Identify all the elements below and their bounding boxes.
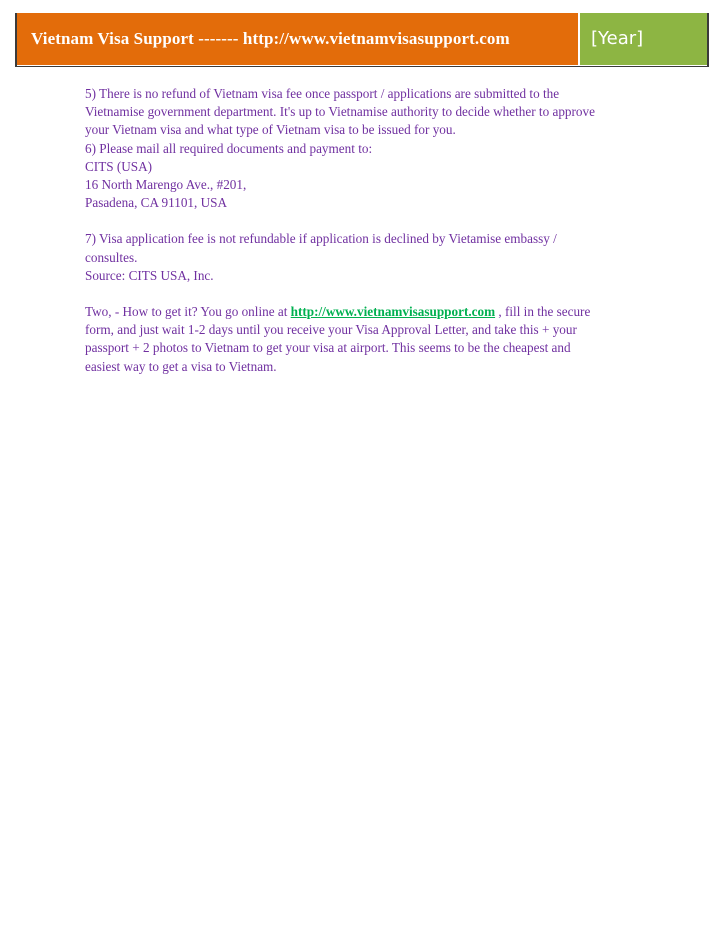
- how-to-suffix: , fill in the secure: [495, 304, 591, 320]
- how-to-prefix: Two, - How to get it? You go online at: [85, 304, 291, 320]
- section-6-intro: 6) Please mail all required documents and payment to:: [85, 140, 373, 156]
- how-to-line: form, and just wait 1-2 days until you receive your Visa Approval Letter, and take this + your: [85, 322, 577, 338]
- how-to-line: passport + 2 photos to Vietnam to get your visa at airport. This seems to be the cheapest and: [85, 340, 571, 356]
- section-7-source: Source: CITS USA, Inc.: [85, 267, 214, 283]
- section-7-line: 7) Visa application fee is not refundable if application is declined by Vietamise embassy /: [85, 231, 557, 247]
- section-5-line: 5) There is no refund of Vietnam visa fee once passport / applications are submitted to the: [85, 86, 560, 101]
- document-body: [85, 85, 655, 376]
- section-5-line: your Vietnam visa and what type of Vietnam visa to be issued for you.: [85, 122, 456, 138]
- vietnam-visa-support-link[interactable]: http://www.vietnamvisasupport.com: [290, 304, 496, 320]
- how-to-first-line: [85, 303, 655, 321]
- address-line: Pasadena, CA 91101, USA: [85, 195, 228, 211]
- address-line: 16 North Marengo Ave., #201,: [85, 177, 247, 193]
- header-title: Vietnam Visa Support ------- http://www.vietnamvisasupport.com: [17, 13, 578, 65]
- section-5-line: Vietnamise government department. It's up to Vietnamise authority to decide whether to approve: [85, 104, 595, 120]
- section-7-line: consultes.: [85, 249, 138, 265]
- paragraph-gap: [85, 285, 655, 303]
- how-to-line: easiest way to get a visa to Vietnam.: [85, 358, 277, 374]
- header-year: [Year]: [579, 13, 707, 65]
- address-line: CITS (USA): [85, 158, 153, 174]
- paragraph-gap: [85, 212, 655, 230]
